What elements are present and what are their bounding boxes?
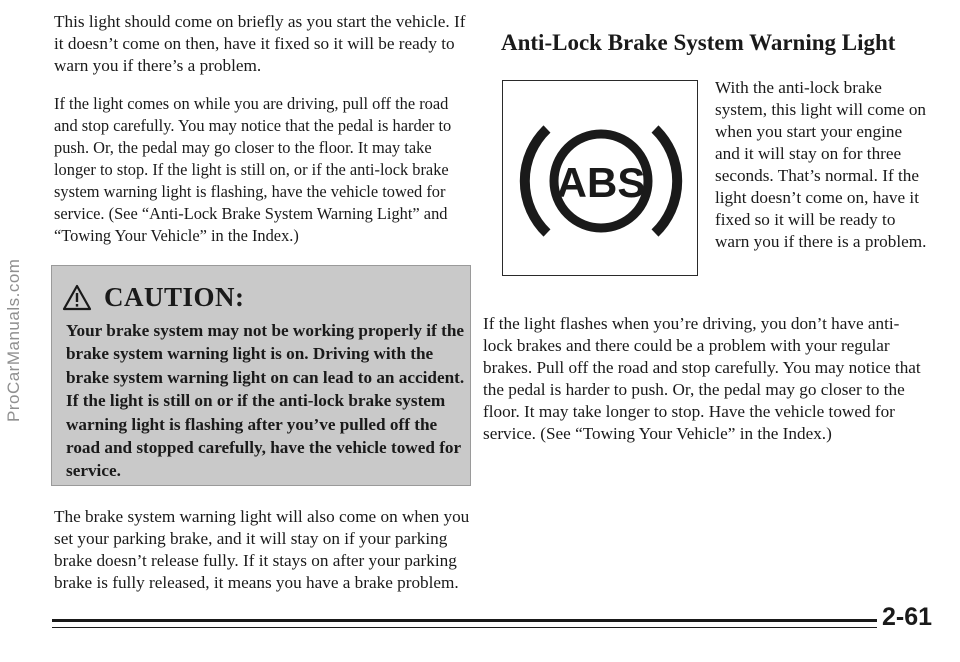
caution-title: CAUTION:: [104, 282, 245, 312]
footer-rule-thick: [52, 619, 877, 622]
abs-label: ABS: [556, 159, 646, 206]
driving-paragraph: If the light comes on while you are driving, pull off the road and stop carefully. You may notice that the pedal is harder to push. Or, the pedal may go closer to the floor. It may take longer to stop. If the light is still on, or if the anti-lock brake system warning light is flashing, have the vehicle towed for service. (See “Anti-Lock Brake System Warning Light” and “Towing Your Vehicle” in the Index.): [54, 94, 452, 245]
abs-symbol-box: [502, 80, 698, 276]
caution-header: [62, 282, 245, 313]
section-heading: Anti-Lock Brake System Warning Light: [501, 30, 896, 55]
footer-rule-thin: [52, 627, 877, 628]
abs-flashing-paragraph: If the light flashes when you’re driving, you don’t have anti-lock brakes and there could be a problem with your regular brakes. Pull off the road and stop carefully. You may notice that the pedal is harder to push. Or, the pedal may go closer to the floor. It may take longer to stop. Have the vehicle towed for service. (See “Towing Your Vehicle” in the Index.): [483, 314, 921, 443]
caution-text: Your brake system may not be working properly if the brake system warning light is on. Driving with the brake system warning light on can lead to an accident. If the light is still on or if the anti-lock brake system warning light is flashing after you’ve pulled off the road and stopped carefully, have the vehicle towed for service.: [66, 321, 465, 481]
intro-paragraph: This light should come on briefly as you start the vehicle. If it doesn’t come on then, have it fixed so it will be ready to warn you if there’s a problem.: [54, 12, 466, 75]
page-number: 2-61: [882, 603, 933, 631]
abs-warning-icon: [503, 81, 699, 277]
parking-brake-paragraph: The brake system warning light will also come on when you set your parking brake, and it will stay on if your parking brake doesn’t release fully. If it stays on after your parking brake is fully released, it means you have a brake problem.: [54, 507, 470, 592]
caution-box: [51, 265, 471, 486]
warning-triangle-icon: [62, 284, 92, 311]
abs-description: With the anti-lock brake system, this light will come on when you start your engine and it will stay on for three seconds. That’s normal. If the light doesn’t come on, have it fixed so it will be ready to warn you if there is a problem.: [715, 78, 927, 251]
watermark: ProCarManuals.com: [4, 258, 23, 422]
